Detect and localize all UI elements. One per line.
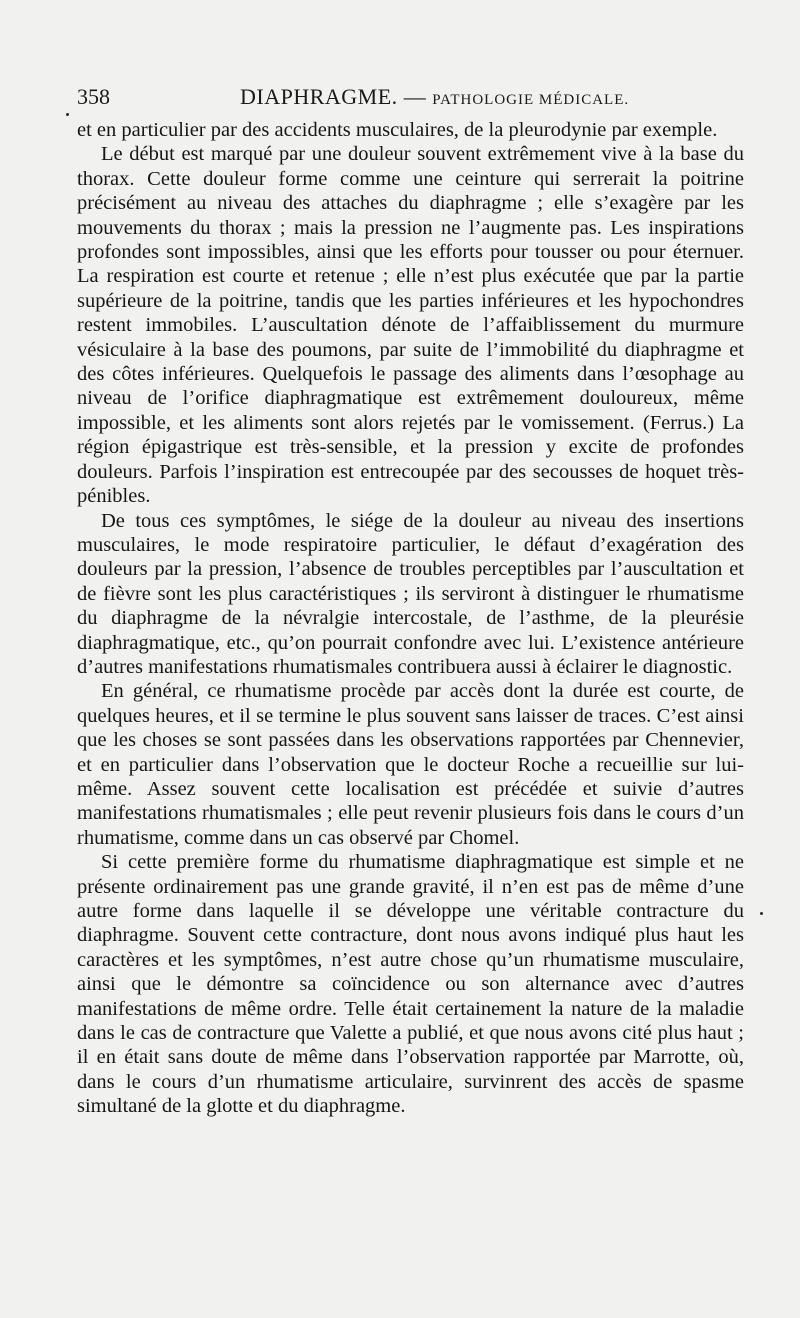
paragraph: Le début est marqué par une douleur souvent extrêmement vive à la base du thorax. Cette douleur forme comme une ceinture qui serrerait la poitrine précisément au niveau des attaches du diaphragme ; elle s’exagère par les mouvements du thorax ; mais la pression ne l’augmente pas. Les inspirations profondes sont impossibles, ainsi que les efforts pour tousser ou pour éternuer. La respiration est courte et retenue ; elle n’est plus exécutée que par la partie supérieure de la poitrine, tandis que les parties inférieures et les hypochondres restent immobiles. L’auscultation dénote de l’affaiblissement du murmure vésiculaire à la base des poumons, par suite de l’immobilité du diaphragme et des côtes inférieures. Quelquefois le passage des aliments dans l’œsophage au niveau de l’orifice diaphragmatique est extrêmement douloureux, même impossible, et les aliments sont alors rejetés par le vomissement. (Ferrus.) La région épigastrique est très-sensible, et la pression y excite de profondes douleurs. Parfois l’inspiration est entrecoupée par des secousses de hoquet très-pénibles. <box>77 143 744 508</box>
paragraph: et en particulier par des accidents musculaires, de la pleurodynie par exemple. <box>77 119 718 141</box>
running-title-main: DIAPHRAGME. <box>240 84 398 109</box>
running-title-separator: — <box>403 84 427 109</box>
running-title-subtitle: PATHOLOGIE MÉDICALE. <box>432 92 630 108</box>
ink-speck <box>66 113 69 116</box>
page-number: 358 <box>77 84 110 109</box>
running-title <box>240 84 629 110</box>
bleed-through-texture <box>90 40 750 62</box>
ink-speck <box>760 912 763 915</box>
body-text <box>77 118 744 1119</box>
paragraph: Si cette première forme du rhumatisme diaphragmatique est simple et ne présente ordinairement pas une grande gravité, il n’en est pas de même d’une autre forme dans laquelle il se développe une véritable contracture du diaphragme. Souvent cette contracture, dont nous avons indiqué plus haut les caractères et les symptômes, n’est autre chose qu’un rhumatisme musculaire, ainsi que le démontre sa coïncidence ou son alternance avec d’autres manifestations de même ordre. Telle était certainement la nature de la maladie dans le cas de contracture que Valette a publié, et que nous avons cité plus haut ; il en était sans doute de même dans l’observation rapportée par Marrotte, où, dans le cours d’un rhumatisme articulaire, survinrent des accès de spasme simultané de la glotte et du diaphragme. <box>77 851 744 1118</box>
paragraph: En général, ce rhumatisme procède par accès dont la durée est courte, de quelques heures, et il se termine le plus souvent sans laisser de traces. C’est ainsi que les choses se sont passées dans les observations rapportées par Chennevier, et en particulier dans l’observation que le docteur Roche a recueillie sur lui-même. Assez souvent cette localisation est précédée et suivie d’autres manifestations rhumatismales ; elle peut revenir plusieurs fois dans le cours d’un rhumatisme, comme dans un cas observé par Chomel. <box>77 680 744 849</box>
paragraph: De tous ces symptômes, le siége de la douleur au niveau des insertions musculaires, le mode respiratoire particulier, le défaut d’exagération des douleurs par la pression, l’absence de troubles perceptibles par l’auscultation et de fièvre sont les plus caractéristiques ; ils serviront à distinguer le rhumatisme du diaphragme de la névralgie intercostale, de l’asthme, de la pleurésie diaphragmatique, etc., qu’on pourrait confondre avec lui. L’existence antérieure d’autres manifestations rhumatismales contribuera aussi à éclairer le diagnostic. <box>77 509 744 678</box>
running-header <box>77 84 747 114</box>
